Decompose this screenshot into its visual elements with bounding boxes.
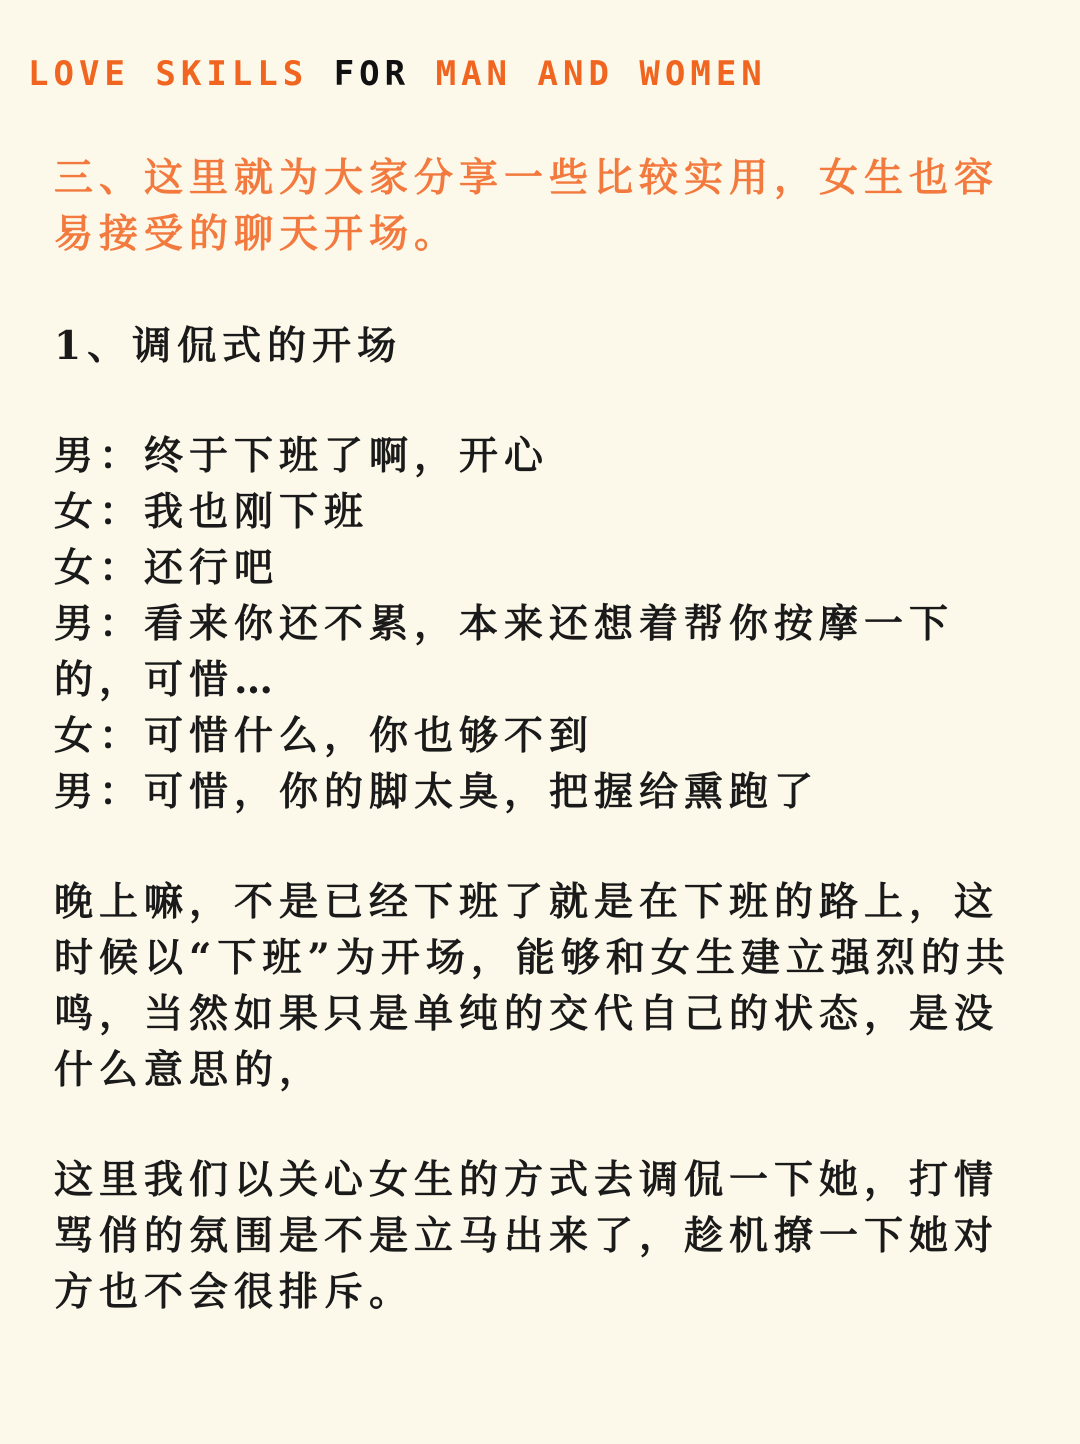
dialogue-line: 女：还行吧: [54, 545, 280, 591]
body-paragraph-2: 这里我们以关心女生的方式去调侃一下她，打情骂俏的氛围是不是立马出来了，趁机撩一下她对方也不会很排斥。: [54, 1157, 1000, 1315]
section-heading: 三、这里就为大家分享一些比较实用，女生也容易接受的聊天开场。: [54, 155, 1000, 257]
dialogue-line: 女：可惜什么，你也够不到: [54, 713, 595, 759]
banner-word-and: AND: [537, 54, 614, 94]
dialogue-line: 女：我也刚下班: [54, 489, 370, 535]
dialogue-line: 男：可惜，你的脚太臭，把握给熏跑了: [54, 769, 820, 815]
dialogue-list: [54, 428, 1014, 820]
banner-title: [28, 52, 767, 96]
banner-word-skills: SKILLS: [155, 54, 309, 94]
dialogue-line: 男：终于下班了啊，开心: [54, 433, 550, 479]
dialogue-line: 男：看来你还不累，本来还想着帮你按摩一下的，可惜…: [54, 601, 955, 703]
banner-word-women: WOMEN: [639, 54, 767, 94]
subsection-heading: 1、调侃式的开场: [54, 323, 403, 369]
banner-word-for: FOR: [333, 54, 411, 94]
banner-word-love: LOVE: [28, 54, 130, 94]
body-paragraph-1: 晚上嘛，不是已经下班了就是在下班的路上，这时候以“下班”为开场，能够和女生建立强烈的共鸣，当然如果只是单纯的交代自己的状态，是没什么意思的，: [54, 879, 1011, 1093]
banner-word-man: MAN: [435, 54, 513, 94]
